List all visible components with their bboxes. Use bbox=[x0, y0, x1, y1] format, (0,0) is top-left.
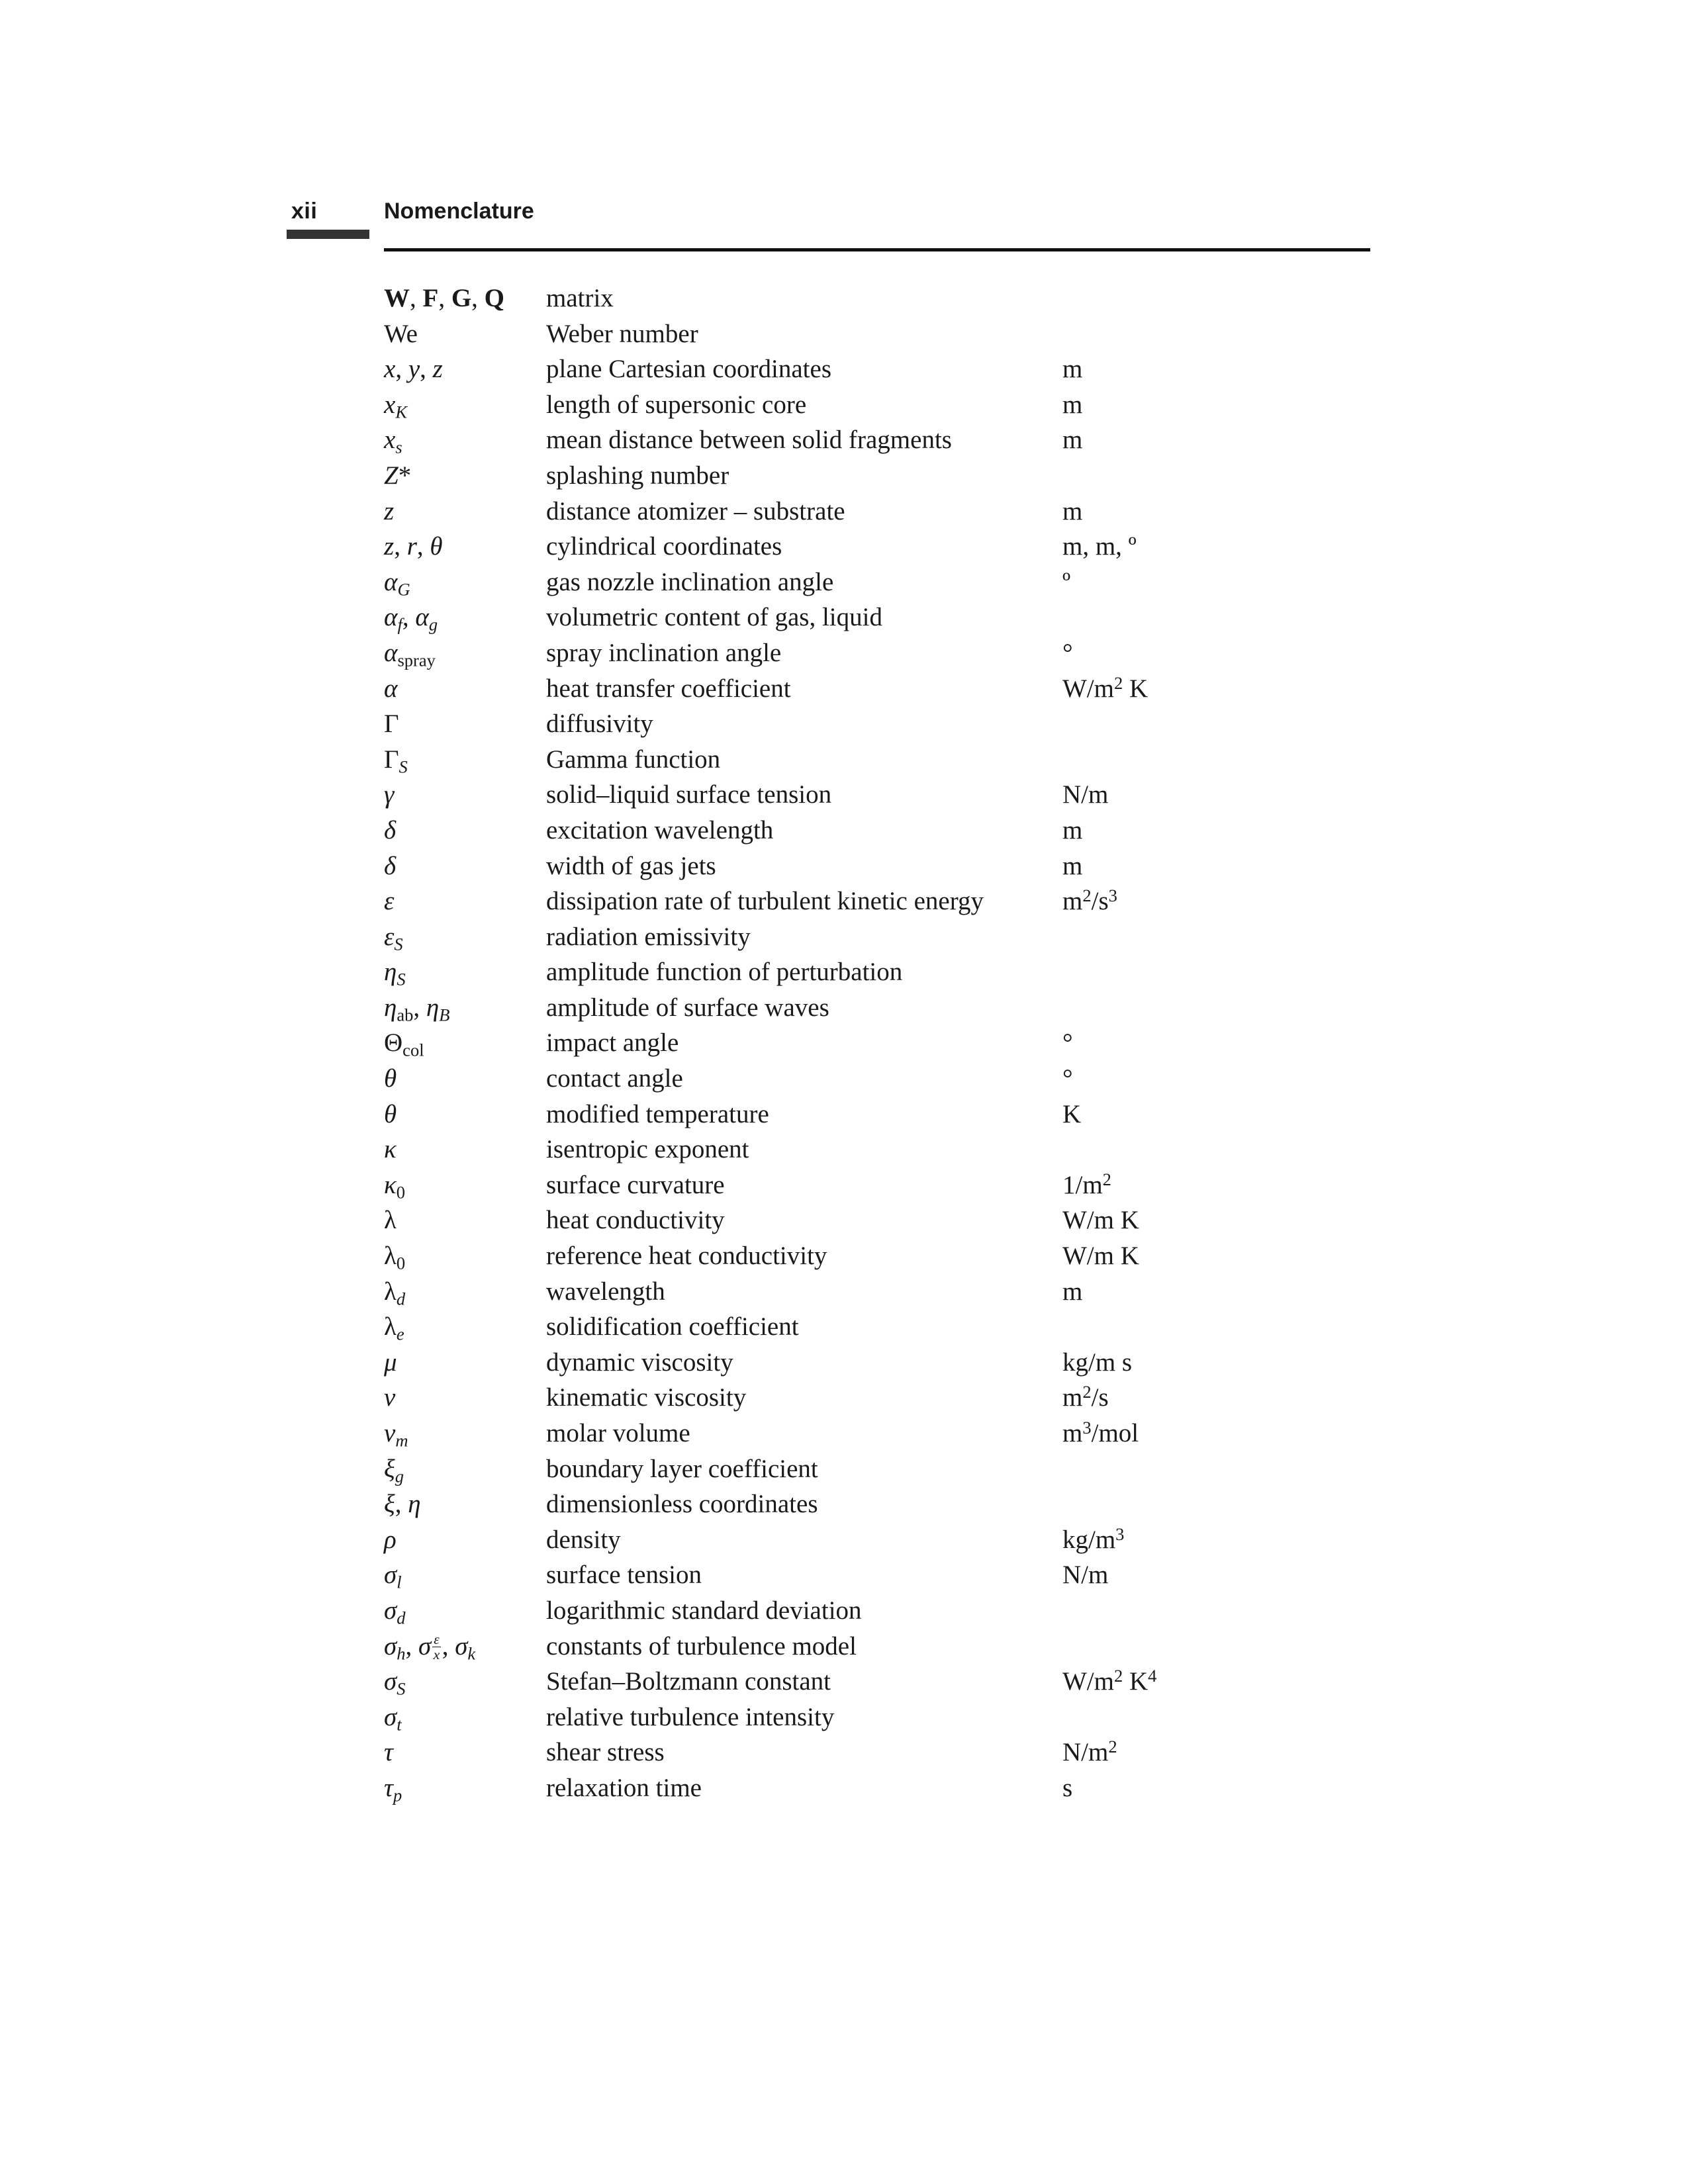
description: plane Cartesian coordinates bbox=[546, 355, 831, 384]
description: heat transfer coefficient bbox=[546, 674, 791, 703]
description: density bbox=[546, 1525, 621, 1554]
nomenclature-row bbox=[384, 1629, 1370, 1664]
nomenclature-row bbox=[384, 1345, 1370, 1381]
nomenclature-row bbox=[384, 742, 1370, 778]
unit: m bbox=[1062, 496, 1083, 525]
nomenclature-row bbox=[384, 990, 1370, 1026]
description: Weber number bbox=[546, 319, 698, 348]
nomenclature-row bbox=[384, 600, 1370, 635]
symbol: γ bbox=[384, 780, 395, 809]
symbol: x, y, z bbox=[384, 355, 443, 384]
description: distance atomizer – substrate bbox=[546, 496, 845, 525]
symbol: $\Theta_{col}$ bbox=[384, 1028, 424, 1060]
nomenclature-row bbox=[384, 1593, 1370, 1629]
symbol: ν bbox=[384, 1383, 396, 1412]
unit: $W/m^2$ K bbox=[1062, 672, 1149, 703]
nomenclature-row bbox=[384, 671, 1370, 707]
symbol: $x_s$ bbox=[384, 426, 402, 457]
unit: º bbox=[1062, 567, 1071, 596]
description: mean distance between solid fragments bbox=[546, 426, 952, 455]
description: contact angle bbox=[546, 1064, 683, 1093]
description: impact angle bbox=[546, 1028, 679, 1058]
unit: $W/m^2$ $K^4$ bbox=[1062, 1666, 1157, 1696]
unit: $m^3$/mol bbox=[1062, 1418, 1139, 1447]
nomenclature-row bbox=[384, 494, 1370, 529]
description: constants of turbulence model bbox=[546, 1631, 857, 1661]
nomenclature-row bbox=[384, 954, 1370, 990]
nomenclature-row bbox=[384, 706, 1370, 742]
symbol: $\lambda_0$ bbox=[384, 1242, 406, 1273]
symbol: $\nu_m$ bbox=[384, 1419, 408, 1451]
nomenclature-row bbox=[384, 1025, 1370, 1061]
unit: m bbox=[1062, 851, 1083, 880]
symbol: λ bbox=[384, 1206, 397, 1235]
description: boundary layer coefficient bbox=[546, 1454, 818, 1483]
symbol: ε bbox=[384, 887, 395, 916]
nomenclature-row bbox=[384, 1380, 1370, 1416]
symbol: $\eta_{ab}$, $\eta_B$ bbox=[384, 993, 450, 1025]
nomenclature-row bbox=[384, 848, 1370, 884]
symbol: τ bbox=[384, 1738, 393, 1767]
unit: $m^2/s^3$ bbox=[1062, 886, 1117, 916]
nomenclature-row bbox=[384, 281, 1370, 316]
unit: W/m K bbox=[1062, 1206, 1139, 1235]
description: dimensionless coordinates bbox=[546, 1490, 818, 1519]
nomenclature-row bbox=[384, 813, 1370, 848]
description: amplitude function of perturbation bbox=[546, 958, 903, 987]
description: width of gas jets bbox=[546, 851, 716, 880]
description: shear stress bbox=[546, 1738, 665, 1767]
description: gas nozzle inclination angle bbox=[546, 567, 834, 596]
running-title: Nomenclature bbox=[384, 199, 534, 224]
symbol: z bbox=[384, 496, 395, 525]
unit: ° bbox=[1062, 1064, 1073, 1093]
nomenclature-row bbox=[384, 1735, 1370, 1770]
unit: $m^2/s$ bbox=[1062, 1382, 1109, 1412]
description: isentropic exponent bbox=[546, 1135, 749, 1164]
symbol: $\sigma_l$ bbox=[384, 1561, 402, 1592]
description: reference heat conductivity bbox=[546, 1242, 827, 1271]
description: radiation emissivity bbox=[546, 922, 751, 951]
unit: K bbox=[1062, 1099, 1082, 1128]
unit: N/m bbox=[1062, 1561, 1109, 1590]
description: solidification coefficient bbox=[546, 1312, 799, 1342]
symbol: W, F, G, Q bbox=[384, 284, 505, 312]
unit: m bbox=[1062, 355, 1083, 384]
description: surface curvature bbox=[546, 1170, 725, 1199]
description: Gamma function bbox=[546, 745, 721, 774]
symbol: $\sigma_S$ bbox=[384, 1667, 406, 1699]
nomenclature-row bbox=[384, 351, 1370, 387]
description: spray inclination angle bbox=[546, 638, 782, 667]
nomenclature-row bbox=[384, 1167, 1370, 1203]
symbol: $x_K$ bbox=[384, 390, 407, 422]
symbol: $\xi_g$ bbox=[384, 1454, 404, 1486]
symbol: We bbox=[384, 319, 418, 348]
nomenclature-row bbox=[384, 1309, 1370, 1345]
symbol: $\kappa_0$ bbox=[384, 1170, 405, 1203]
nomenclature-row bbox=[384, 1664, 1370, 1700]
symbol: $\sigma_h$, σ $\frac{\varepsilon}{x}$ , $\sigma_k$ bbox=[384, 1631, 476, 1663]
symbol: α bbox=[384, 674, 398, 703]
nomenclature-row bbox=[384, 458, 1370, 494]
symbol: $\alpha_f$, $\alpha_g$ bbox=[384, 603, 438, 635]
nomenclature-row bbox=[384, 1451, 1370, 1487]
symbol: $\eta_S$ bbox=[384, 958, 406, 989]
description: matrix bbox=[546, 284, 614, 312]
nomenclature-row bbox=[384, 1700, 1370, 1735]
symbol: δ bbox=[384, 815, 397, 844]
symbol: δ bbox=[384, 851, 397, 880]
nomenclature-row bbox=[384, 1486, 1370, 1522]
nomenclature-list bbox=[384, 281, 1370, 1806]
description: relaxation time bbox=[546, 1773, 702, 1802]
unit: $kg/m^3$ bbox=[1062, 1524, 1125, 1554]
unit: ° bbox=[1062, 638, 1073, 667]
nomenclature-row bbox=[384, 316, 1370, 352]
description: dissipation rate of turbulent kinetic energy bbox=[546, 887, 984, 916]
nomenclature-row bbox=[384, 1274, 1370, 1310]
page-header bbox=[0, 0, 1688, 265]
symbol: $\tau_p$ bbox=[384, 1773, 402, 1805]
symbol: $\Gamma_S$ bbox=[384, 745, 408, 777]
description: volumetric content of gas, liquid bbox=[546, 603, 882, 632]
nomenclature-row bbox=[384, 1557, 1370, 1593]
nomenclature-row bbox=[384, 884, 1370, 919]
unit: m bbox=[1062, 815, 1083, 844]
description: kinematic viscosity bbox=[546, 1383, 747, 1412]
page-number: xii bbox=[291, 199, 318, 224]
unit: kg/m s bbox=[1062, 1347, 1133, 1377]
symbol: $\sigma_d$ bbox=[384, 1596, 406, 1628]
symbol: κ bbox=[384, 1135, 397, 1164]
nomenclature-row bbox=[384, 1238, 1370, 1274]
symbol: $\sigma_t$ bbox=[384, 1702, 402, 1735]
description: splashing number bbox=[546, 461, 729, 490]
symbol: θ bbox=[384, 1099, 397, 1128]
nomenclature-row bbox=[384, 1522, 1370, 1558]
nomenclature-row bbox=[384, 1061, 1370, 1097]
nomenclature-row bbox=[384, 635, 1370, 671]
symbol: θ bbox=[384, 1064, 397, 1093]
symbol: $\alpha_G$ bbox=[384, 567, 410, 600]
description: modified temperature bbox=[546, 1099, 769, 1128]
description: relative turbulence intensity bbox=[546, 1702, 835, 1731]
description: molar volume bbox=[546, 1419, 690, 1447]
symbol: Γ bbox=[384, 709, 399, 739]
unit: m bbox=[1062, 426, 1083, 455]
unit: m bbox=[1062, 390, 1083, 419]
description: logarithmic standard deviation bbox=[546, 1596, 862, 1625]
description: length of supersonic core bbox=[546, 390, 807, 419]
symbol: ξ, η bbox=[384, 1490, 421, 1519]
description: dynamic viscosity bbox=[546, 1347, 733, 1377]
unit: N/m bbox=[1062, 780, 1109, 809]
symbol: Z* bbox=[384, 461, 412, 490]
symbol: z, r, θ bbox=[384, 532, 443, 561]
symbol: ρ bbox=[384, 1525, 397, 1554]
description: cylindrical coordinates bbox=[546, 532, 782, 561]
nomenclature-row bbox=[384, 919, 1370, 955]
nomenclature-row bbox=[384, 1770, 1370, 1806]
description: diffusivity bbox=[546, 709, 653, 739]
symbol: μ bbox=[384, 1347, 397, 1377]
unit: W/m K bbox=[1062, 1242, 1139, 1271]
unit: ° bbox=[1062, 1028, 1073, 1058]
nomenclature-row bbox=[384, 777, 1370, 813]
description: amplitude of surface waves bbox=[546, 993, 829, 1022]
unit: m, m, º bbox=[1062, 532, 1137, 561]
description: excitation wavelength bbox=[546, 815, 774, 844]
unit: s bbox=[1062, 1773, 1073, 1802]
nomenclature-row bbox=[384, 1416, 1370, 1451]
nomenclature-row bbox=[384, 422, 1370, 458]
header-rule bbox=[384, 248, 1370, 251]
description: surface tension bbox=[546, 1561, 702, 1590]
page-number-bar bbox=[287, 230, 369, 239]
nomenclature-row bbox=[384, 565, 1370, 600]
symbol: $\lambda_e$ bbox=[384, 1312, 404, 1344]
unit: $N/m^2$ bbox=[1062, 1737, 1117, 1767]
description: heat conductivity bbox=[546, 1206, 725, 1235]
description: solid–liquid surface tension bbox=[546, 780, 832, 809]
description: Stefan–Boltzmann constant bbox=[546, 1667, 831, 1696]
symbol: $\varepsilon_S$ bbox=[384, 922, 403, 954]
nomenclature-row bbox=[384, 1203, 1370, 1238]
unit: m bbox=[1062, 1277, 1083, 1306]
nomenclature-row bbox=[384, 1097, 1370, 1132]
nomenclature-row bbox=[384, 529, 1370, 565]
nomenclature-row bbox=[384, 1132, 1370, 1167]
symbol: $\alpha_{spray}$ bbox=[384, 638, 436, 670]
unit: $1/m^2$ bbox=[1062, 1169, 1111, 1199]
description: wavelength bbox=[546, 1277, 665, 1306]
symbol: $\lambda_d$ bbox=[384, 1277, 406, 1309]
nomenclature-row bbox=[384, 387, 1370, 423]
